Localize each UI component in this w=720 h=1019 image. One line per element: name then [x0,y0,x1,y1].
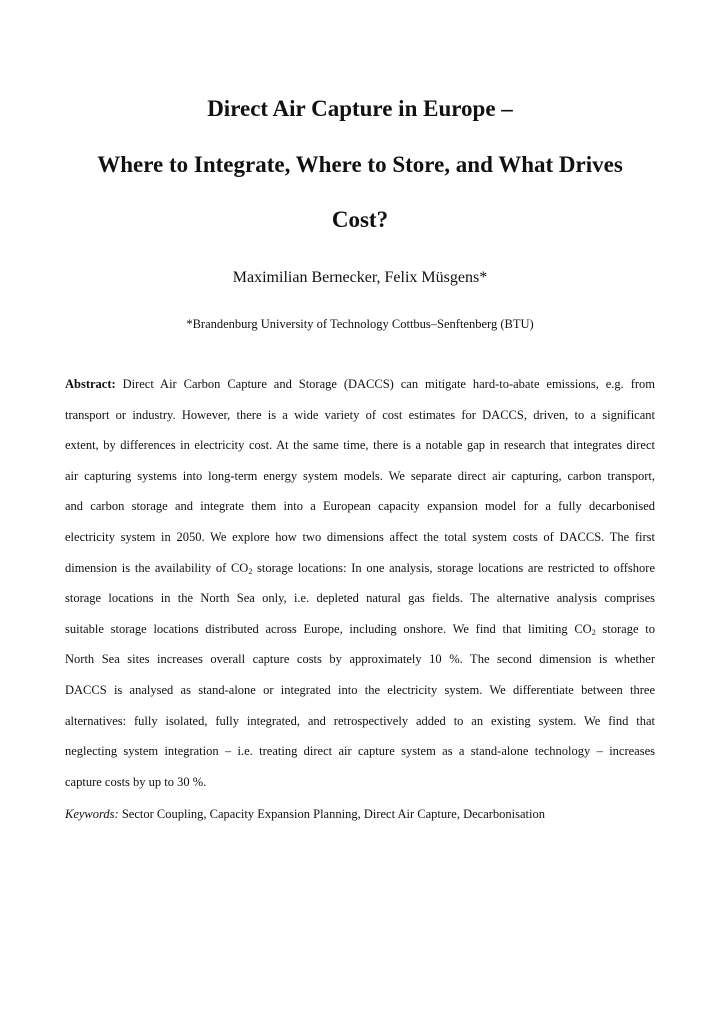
abstract-text: storage to [595,621,655,636]
abstract-text: suitable storage locations distributed across Europe, including onshore. We find that limiting CO [65,621,592,636]
abstract-text: dimension is the availability of CO [65,560,249,575]
abstract-line: neglecting system integration – i.e. treating direct air capture system as a stand-alone technology – increases [65,744,655,759]
abstract-line: electricity system in 2050. We explore how two dimensions affect the total system costs of DACCS. The first [65,529,655,544]
title-line-1: Direct Air Capture in Europe – [207,96,513,121]
abstract-line: alternatives: fully isolated, fully integrated, and retrospectively added to an existing system. We find that [65,713,655,728]
abstract-line: transport or industry. However, there is a wide variety of cost estimates for DACCS, driven, to a significant [65,407,655,422]
abstract-line: and carbon storage and integrate them into a European capacity expansion model for a fully decarbonised [65,499,655,514]
subscript: 2 [591,627,596,637]
title-line-3: Cost? [331,207,389,232]
subscript: 2 [248,566,253,576]
abstract-line [65,553,655,584]
abstract-line: extent, by differences in electricity cost. At the same time, there is a notable gap in research that integrates direct [65,438,655,453]
abstract-line: storage locations in the North Sea only, i.e. depleted natural gas fields. The alternative analysis comprises [65,591,655,606]
abstract-text: storage locations: In one analysis, storage locations are restricted to offshore [252,560,655,575]
abstract [65,369,655,797]
abstract-line [65,369,655,400]
abstract-line: air capturing systems into long-term energy system models. We separate direct air capturing, carbon transport, [65,468,655,483]
abstract-line: North Sea sites increases overall capture costs by approximately 10 %. The second dimension is whether [65,652,655,667]
keywords-label: Keywords: [65,807,119,821]
keywords [65,806,655,822]
title-line-2: Where to Integrate, Where to Store, and What Drives [97,152,623,177]
keywords-text: Sector Coupling, Capacity Expansion Planning, Direct Air Capture, Decarbonisation [118,807,546,821]
abstract-text: Direct Air Carbon Capture and Storage (DACCS) can mitigate hard-to-abate emissions, e.g. from [115,377,655,391]
abstract-line [65,614,655,645]
abstract-line: capture costs by up to 30 %. [65,774,207,789]
abstract-label: Abstract: [65,377,116,391]
abstract-line: DACCS is analysed as stand-alone or integrated into the electricity system. We differentiate between three [65,682,655,697]
authors: Maximilian Bernecker, Felix Müsgens* [232,269,488,286]
affiliation: *Brandenburg University of Technology Cottbus–Senftenberg (BTU) [186,317,534,331]
